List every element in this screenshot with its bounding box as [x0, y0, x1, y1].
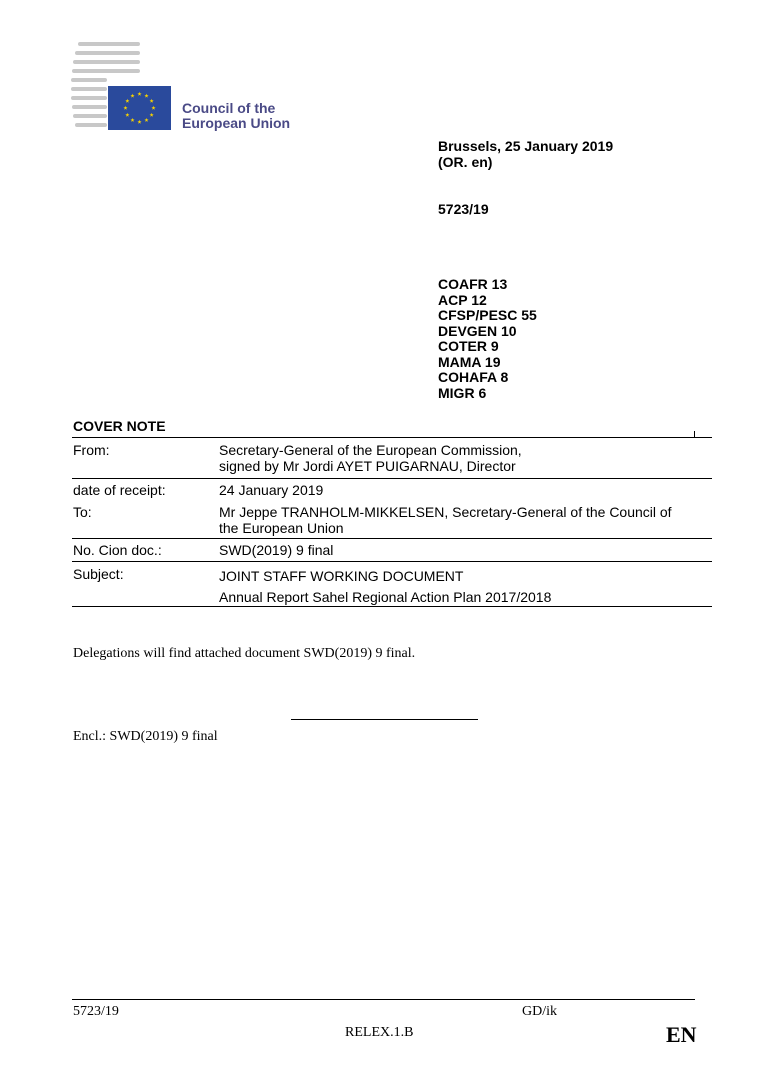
original-language: (OR. en): [438, 153, 493, 170]
code-item: MAMA 19: [438, 353, 501, 370]
council-logo: [70, 42, 180, 134]
footer-doc-number: 5723/19: [73, 1004, 119, 1019]
value-line: the European Union: [219, 520, 344, 536]
code-item: CFSP/PESC 55: [438, 307, 537, 323]
table-rule: [72, 606, 712, 607]
table-rule: [72, 538, 712, 539]
row-value-subject: [219, 566, 709, 608]
row-label-date: date of receipt:: [73, 482, 166, 498]
row-value-date: [219, 482, 709, 498]
row-label-from: From:: [73, 442, 110, 458]
value-line: Annual Report Sahel Regional Action Plan 2017/2018: [219, 589, 552, 605]
language-code: EN: [666, 1022, 697, 1047]
code-item: MIGR 6: [438, 384, 487, 401]
code-item: ACP 12: [438, 291, 487, 308]
value-line: SWD(2019) 9 final: [219, 542, 334, 558]
code-item: COTER 9: [438, 338, 499, 354]
footer-rule: [72, 999, 695, 1000]
delegations-text: Delegations will find attached document SWD(2019) 9 final.: [73, 646, 416, 661]
value-line: JOINT STAFF WORKING DOCUMENT: [219, 568, 464, 584]
row-value-to: [219, 504, 709, 536]
value-line: Mr Jeppe TRANHOLM-MIKKELSEN, Secretary-General of the Council of: [219, 504, 672, 520]
org-line-1: Council of the: [182, 100, 276, 116]
interinstitutional-codes: [438, 277, 537, 401]
org-line-2: European Union: [182, 115, 291, 131]
footer-department: RELEX.1.B: [345, 1025, 414, 1040]
row-label-cion-doc: No. Cion doc.:: [73, 542, 162, 558]
cover-note-title: COVER NOTE: [73, 418, 166, 434]
value-line: Secretary-General of the European Commission,: [219, 442, 522, 458]
document-number: 5723/19: [438, 201, 489, 217]
place-date: Brussels, 25 January 2019: [438, 138, 614, 154]
row-label-to: To:: [73, 504, 92, 520]
table-rule: [72, 561, 712, 562]
value-line: 24 January 2019: [219, 482, 324, 498]
row-value-cion-doc: [219, 542, 709, 558]
row-value-from: [219, 442, 709, 474]
place-date-block: [438, 139, 613, 170]
table-rule: [72, 478, 712, 479]
table-rule: [72, 437, 712, 438]
code-item: DEVGEN 10: [438, 322, 517, 339]
separator-line: [291, 719, 478, 720]
value-line: signed by Mr Jordi AYET PUIGARNAU, Director: [219, 458, 516, 474]
organization-name: [182, 101, 290, 131]
enclosure-text: Encl.: SWD(2019) 9 final: [73, 729, 218, 744]
row-label-subject: Subject:: [73, 566, 124, 582]
footer-initials: GD/ik: [522, 1004, 557, 1019]
code-item: COHAFA 8: [438, 369, 509, 385]
code-item: COAFR 13: [438, 276, 508, 292]
